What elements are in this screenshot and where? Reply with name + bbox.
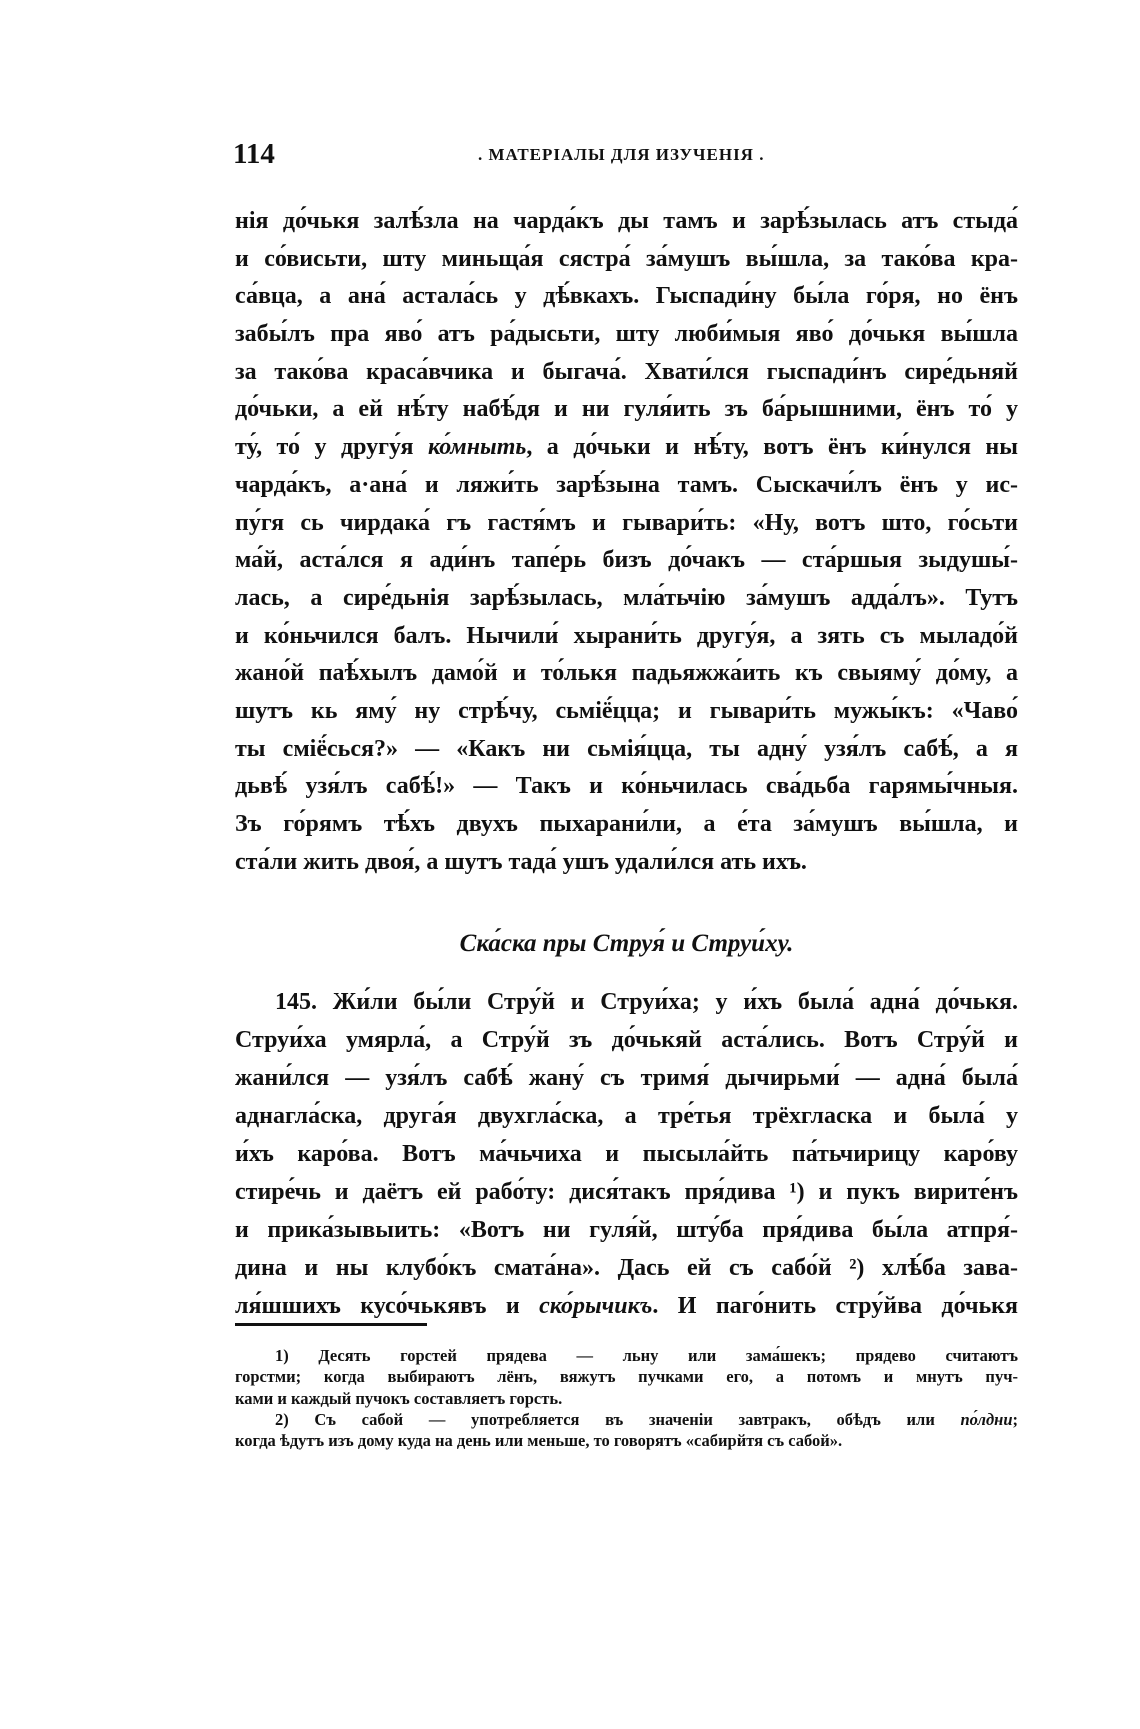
text-segment: дьвѣ́ узя́лъ сабѣ́!» — Такъ и ко́ньчилась сва́дьба гарямы́чныя. xyxy=(235,773,1018,800)
text-line xyxy=(235,1059,1018,1097)
footnotes xyxy=(235,1345,1018,1451)
text-segment: . И паго́нить стру́йва до́чькя xyxy=(652,1293,1018,1319)
text-line xyxy=(235,505,1018,543)
text-segment: и со́висьти, шту миньща́я сястра́ за́мушъ вы́шла, за тако́ва кра- xyxy=(235,245,1018,272)
text-line xyxy=(235,1097,1018,1135)
page-number: 114 xyxy=(233,138,275,170)
text-line xyxy=(235,1430,1018,1451)
text-segment: ками и каждый пучокъ составляетъ горсть. xyxy=(235,1388,563,1408)
text-line xyxy=(235,241,1018,279)
text-segment: горстми; когда выбираютъ лёнъ, вяжутъ пучками его, а потомъ и мнутъ пуч- xyxy=(235,1367,1018,1387)
text-segment: , а до́чьки и нѣ́ту, вотъ ёнъ ки́нулся ны xyxy=(526,434,1019,461)
italic-term: по́лдни xyxy=(960,1409,1013,1429)
text-segment: нія до́чькя залѣ́зла на чарда́къ ды тамъ и зарѣ́зылась атъ стыда́ xyxy=(235,208,1018,234)
text-segment: 1) Десять горстей прядева — льну или зама́шекъ; прядево считаютъ xyxy=(275,1346,1018,1365)
text-line xyxy=(235,1409,1018,1430)
text-line xyxy=(235,1135,1018,1173)
text-line xyxy=(235,391,1018,429)
text-segment: когда ѣдутъ изъ дому куда на день или меньше, то говорятъ «сабирйтя съ сабой». xyxy=(235,1431,843,1451)
text-segment: Струи́ха умярла́, а Стру́й зъ до́чькяй аста́лись. Вотъ Стру́й и xyxy=(235,1027,1018,1053)
body-text-part1 xyxy=(235,203,1018,881)
text-segment: ; xyxy=(1012,1409,1018,1429)
text-segment: до́чьки, а ей нѣ́ту набѣ́дя и ни гуля́ить зъ ба́рышними, ёнъ то́ у xyxy=(235,396,1018,423)
text-line xyxy=(235,467,1018,505)
text-line xyxy=(235,429,1018,467)
text-segment: и прика́зывыить: «Вотъ ни гуля́й, шту́ба пря́дива бы́ла атпря́- xyxy=(235,1217,1018,1243)
text-segment: са́вца, а ана́ астала́сь у дѣ́вкахъ. Гыспади́ну бы́ла го́ря, но ёнъ xyxy=(235,283,1018,310)
text-line xyxy=(235,1021,1018,1059)
text-line xyxy=(235,203,1018,241)
text-line xyxy=(235,693,1018,731)
text-segment: за тако́ва краса́вчика и быгача́. Хвати́лся гыспади́нъ сире́дьняй xyxy=(235,358,1018,385)
text-segment: жани́лся — узя́лъ сабѣ́ жану́ съ тримя́ дычирьми́ — адна́ была́ xyxy=(235,1065,1018,1091)
text-line xyxy=(235,844,1018,882)
italic-term: ско́рычикъ xyxy=(539,1293,653,1319)
text-line xyxy=(235,1173,1018,1211)
text-line xyxy=(235,580,1018,618)
text-segment: и ко́ньчился балъ. Нычили́ хырани́ть другу́я, а зять съ мыладо́й xyxy=(235,622,1018,649)
text-line xyxy=(235,542,1018,580)
text-line xyxy=(235,1249,1018,1287)
text-segment: ты сміё́сься?» — «Какъ ни сьмія́цца, ты адну́ узя́лъ сабѣ́, а я xyxy=(235,735,1018,762)
footnote-divider xyxy=(235,1323,427,1326)
body-text-part2 xyxy=(235,983,1018,1325)
text-line xyxy=(235,316,1018,354)
text-line xyxy=(235,806,1018,844)
text-line xyxy=(235,354,1018,392)
italic-term: ко́мныть xyxy=(427,434,527,461)
text-line xyxy=(235,731,1018,769)
text-segment: 145. Жи́ли бы́ли Стру́й и Струи́ха; у и́хъ была́ адна́ до́чькя. xyxy=(275,989,1018,1015)
text-segment: чарда́къ, а·ана́ и ляжи́ть зарѣ́зына тамъ. Сыскачи́лъ ёнъ у ис- xyxy=(235,471,1018,498)
text-segment: пу́гя сь чирдака́ гъ гастя́мъ и гывари́ть: «Ну, вотъ што, го́сьти xyxy=(235,509,1018,536)
text-segment: ту́, то́ у другу́я xyxy=(235,434,428,461)
text-line xyxy=(235,1388,1018,1409)
text-segment: ля́шшихъ кусо́чькявъ и xyxy=(235,1293,540,1319)
text-line xyxy=(235,1211,1018,1249)
text-segment: 2) Съ сабой — употребляется въ значеніи завтракъ, обѣдъ или xyxy=(275,1409,961,1429)
text-segment: стире́чь и даётъ ей рабо́ту: дися́такъ пря́дива ¹) и пукъ вирите́нъ xyxy=(235,1179,1018,1205)
text-segment: лась, а сире́дьнія зарѣ́зылась, мла́тьчію за́мушъ адда́лъ». Тутъ xyxy=(235,584,1018,611)
text-segment: жано́й паѣ́хылъ дамо́й и то́лькя падьяжжа́ить къ свыяму́ до́му, а xyxy=(235,660,1018,687)
running-title: . МАТЕРІАЛЫ ДЛЯ ИЗУЧЕНІЯ . xyxy=(478,145,765,164)
text-segment: и́хъ каро́ва. Вотъ ма́чьчиха и пысыла́йть па́тьчирицу каро́ву xyxy=(235,1141,1018,1167)
text-segment: аднагла́ска, друга́я двухгла́ска, а тре́тья трёхгласка и была́ у xyxy=(235,1103,1018,1129)
text-segment: шутъ кь яму́ ну стрѣ́чу, сьміё́цца; и гывари́ть мужы́къ: «Чаво́ xyxy=(235,697,1018,724)
text-line xyxy=(235,655,1018,693)
text-segment: ма́й, аста́лся я ади́нъ тапе́рь бизъ до́чакъ — ста́ршыя зыдушы́- xyxy=(235,547,1018,574)
text-segment: Зъ го́рямъ тѣ́хъ двухъ пыхарани́ли, а е́та за́мушъ вы́шла, и xyxy=(235,811,1018,837)
text-line xyxy=(235,618,1018,656)
story-title: Ска́ска пры Струя́ и Струи́ху. xyxy=(459,930,794,957)
text-segment: ста́ли жить двоя́, а шутъ тада́ ушъ удали́лся ать ихъ. xyxy=(235,848,807,875)
text-line xyxy=(235,1287,1018,1325)
text-segment: дина и ны клубо́къ смата́на». Дась ей съ сабо́й ²) хлѣ́ба зава- xyxy=(235,1255,1018,1281)
text-line xyxy=(235,278,1018,316)
text-line xyxy=(235,983,1018,1021)
text-line xyxy=(235,1345,1018,1366)
text-segment: забы́лъ пра яво́ атъ ра́дысьти, шту люби́мыя яво́ до́чькя вы́шла xyxy=(235,321,1018,348)
text-line xyxy=(235,1366,1018,1387)
text-line xyxy=(235,768,1018,806)
